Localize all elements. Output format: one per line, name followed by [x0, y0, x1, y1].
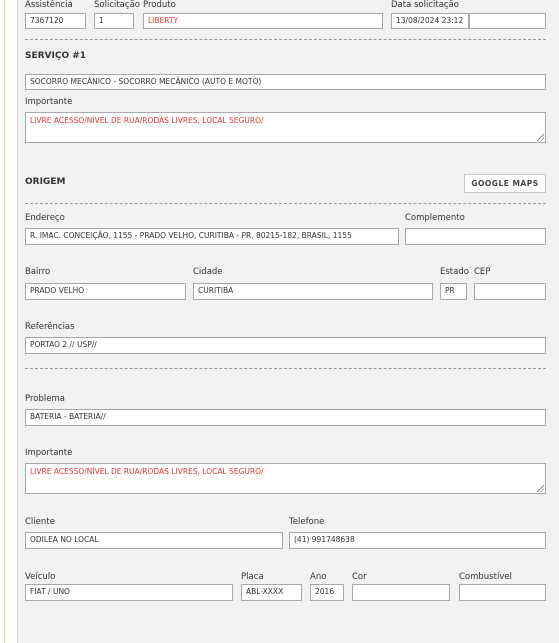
endereco-field[interactable]: R. IMAC. CONCEIÇÃO, 1155 - PRADO VELHO, CURITIBA - PR, 80215-182, BRASIL, 1155	[25, 228, 399, 245]
google-maps-button[interactable]: GOOGLE MAPS	[464, 174, 546, 193]
origem-title: ORIGEM	[25, 177, 66, 187]
produto-label: Produto	[143, 0, 176, 10]
endereco-label: Endereço	[25, 213, 65, 223]
section-divider	[25, 368, 546, 369]
cor-label: Cor	[352, 572, 367, 582]
assistencia-field[interactable]: 7367120	[25, 13, 86, 29]
cep-field[interactable]	[474, 283, 546, 300]
telefone-field[interactable]: (41) 991748638	[289, 532, 546, 549]
servico-importante-label: Importante	[25, 97, 73, 107]
bairro-label: Bairro	[25, 267, 51, 277]
ano-field[interactable]: 2016	[310, 584, 344, 601]
detalhes-importante-text: LIVRE ACESSO/NÍVEL DE RUA/RODAS LIVRES, LOCAL SEGURO/	[30, 467, 264, 476]
telefone-label: Telefone	[289, 517, 325, 527]
bairro-field[interactable]: PRADO VELHO	[25, 283, 186, 300]
produto-field[interactable]: LIBERTY	[143, 13, 383, 29]
frame-guide-left	[4, 0, 5, 643]
cliente-field[interactable]: ODILEA NO LOCAL	[25, 532, 283, 549]
cliente-label: Cliente	[25, 517, 55, 527]
complemento-field[interactable]	[405, 228, 546, 245]
estado-label: Estado	[440, 267, 469, 277]
cor-field[interactable]	[352, 584, 450, 601]
veiculo-field[interactable]: FIAT / UNO	[25, 584, 233, 601]
referencias-label: Referências	[25, 322, 75, 332]
ano-label: Ano	[310, 572, 327, 582]
complemento-label: Complemento	[405, 213, 465, 223]
servico-title: SERVIÇO #1	[25, 51, 87, 61]
problema-field[interactable]: BATERIA - BATERIA//	[25, 409, 546, 426]
data-solicitacao-extra-field[interactable]	[469, 13, 546, 29]
resize-grip-icon[interactable]	[537, 134, 544, 141]
cep-label: CEP	[474, 267, 491, 277]
solicitacao-field[interactable]: 1	[94, 13, 134, 29]
combustivel-label: Combustível	[459, 572, 512, 582]
resize-grip-icon[interactable]	[537, 485, 544, 492]
combustivel-field[interactable]	[459, 584, 546, 601]
placa-field[interactable]: ABL-XXXX	[241, 584, 302, 601]
detalhes-importante-label: Importante	[25, 448, 73, 458]
solicitacao-label: Solicitação	[94, 0, 140, 10]
detalhes-importante-textarea[interactable]	[25, 463, 546, 494]
placa-label: Placa	[241, 572, 264, 582]
servico-tipo-field[interactable]: SOCORRO MECÂNICO - SOCORRO MECÂNICO (AUTO E MOTO)	[25, 74, 546, 90]
cidade-label: Cidade	[193, 267, 223, 277]
data-solicitacao-field[interactable]: 13/08/2024 23:12	[391, 13, 469, 29]
section-divider	[25, 39, 546, 40]
servico-importante-textarea[interactable]	[25, 112, 546, 143]
veiculo-label: Veículo	[25, 572, 56, 582]
problema-label: Problema	[25, 394, 65, 404]
estado-field[interactable]: PR	[440, 283, 467, 300]
data-solicitacao-label: Data solicitação	[391, 0, 460, 10]
referencias-field[interactable]: PORTAO 2 // USP//	[25, 337, 546, 354]
assistencia-label: Assistência	[25, 0, 73, 10]
cidade-field[interactable]: CURITIBA	[193, 283, 433, 300]
section-divider	[25, 203, 546, 204]
servico-importante-text: LIVRE ACESSO/NÍVEL DE RUA/RODAS LIVRES, LOCAL SEGURO/	[30, 116, 264, 125]
